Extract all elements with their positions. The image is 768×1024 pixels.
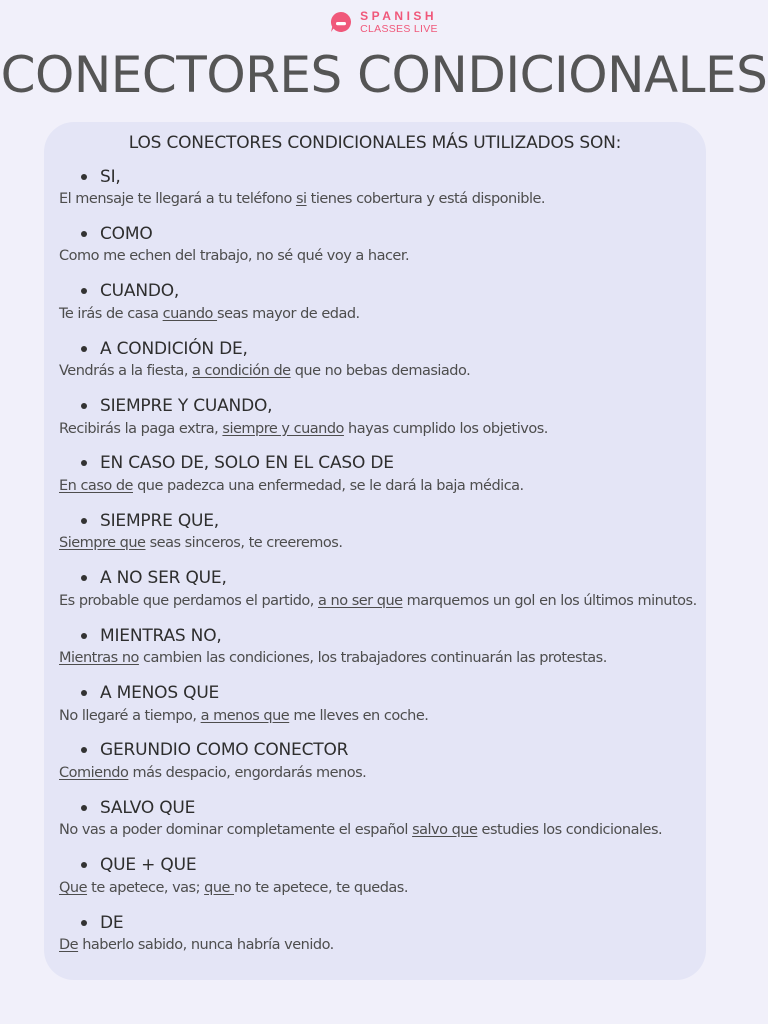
example-connector-highlight: si bbox=[295, 191, 307, 207]
bullet-icon bbox=[81, 346, 87, 352]
example-connector-highlight: a menos que bbox=[200, 707, 290, 724]
connector-term bbox=[59, 279, 704, 304]
example-text: seas sinceros, te creeremos. bbox=[145, 535, 343, 552]
connector-item bbox=[59, 853, 704, 910]
example-connector-highlight: que bbox=[204, 879, 235, 896]
connector-term-label: A CONDICIÓN DE, bbox=[100, 338, 248, 359]
connector-example bbox=[59, 535, 704, 551]
connector-term-label: A MENOS QUE bbox=[100, 683, 220, 704]
connector-list bbox=[59, 164, 704, 967]
example-connector-highlight: Comiendo bbox=[59, 764, 129, 781]
example-connector-highlight: a condición de bbox=[192, 363, 291, 380]
connector-term bbox=[59, 853, 704, 878]
connector-term bbox=[59, 451, 704, 476]
example-connector-highlight: salvo que bbox=[412, 822, 478, 839]
connector-example bbox=[59, 478, 704, 494]
example-text: El mensaje te llegará a tu teléfono bbox=[59, 191, 296, 207]
bullet-icon bbox=[81, 518, 87, 524]
bullet-icon bbox=[81, 403, 87, 409]
brand-name: SPANISH bbox=[360, 9, 438, 23]
bullet-icon bbox=[81, 575, 87, 581]
example-text: tienes cobertura y está disponible. bbox=[306, 191, 546, 207]
connector-item bbox=[59, 279, 704, 336]
connector-term bbox=[59, 508, 704, 533]
example-text: haberlo sabido, nunca habría venido. bbox=[78, 937, 334, 954]
example-connector-highlight: De bbox=[59, 937, 79, 954]
connector-item bbox=[59, 221, 704, 278]
connector-example bbox=[59, 191, 704, 207]
connector-term-label: GERUNDIO COMO CONECTOR bbox=[100, 740, 349, 761]
connector-term-label: SI, bbox=[100, 166, 121, 187]
connector-item bbox=[59, 738, 704, 795]
example-text: Recibirás la paga extra, bbox=[59, 420, 223, 437]
connector-term-label: QUE + QUE bbox=[100, 855, 197, 876]
example-text: cambien las condiciones, los trabajadores continuarán las protestas. bbox=[138, 650, 607, 667]
connector-term bbox=[59, 394, 704, 419]
bullet-icon bbox=[81, 460, 87, 466]
connector-term-label: MIENTRAS NO, bbox=[100, 625, 222, 646]
example-connector-highlight: siempre y cuando bbox=[222, 420, 344, 437]
connector-term-label: SIEMPRE Y CUANDO, bbox=[100, 396, 273, 417]
connector-term bbox=[59, 795, 704, 820]
connector-example bbox=[59, 708, 704, 724]
example-text: me lleves en coche. bbox=[289, 707, 429, 724]
connector-item bbox=[59, 795, 704, 852]
example-text: No vas a poder dominar completamente el español bbox=[59, 822, 413, 839]
connector-example bbox=[59, 248, 704, 264]
connector-item bbox=[59, 681, 704, 738]
bullet-icon bbox=[81, 862, 87, 868]
bullet-icon bbox=[81, 690, 87, 696]
connector-example bbox=[59, 650, 704, 666]
connector-example bbox=[59, 593, 704, 609]
example-text: más despacio, engordarás menos. bbox=[128, 764, 367, 781]
bullet-icon bbox=[81, 805, 87, 811]
connector-item bbox=[59, 164, 704, 221]
connector-term bbox=[59, 221, 704, 246]
example-connector-highlight: a no ser que bbox=[318, 592, 403, 609]
bullet-icon bbox=[81, 174, 87, 180]
example-connector-highlight: Siempre que bbox=[59, 535, 146, 552]
bullet-icon bbox=[81, 920, 87, 926]
example-text: Es probable que perdamos el partido, bbox=[59, 592, 319, 609]
connector-term-label: CUANDO, bbox=[100, 281, 180, 302]
example-connector-highlight: cuando bbox=[162, 305, 218, 322]
example-text: estudies los condicionales. bbox=[477, 822, 663, 839]
bullet-icon bbox=[81, 231, 87, 237]
example-text: que no bebas demasiado. bbox=[290, 363, 471, 380]
example-text: te apetece, vas; bbox=[87, 879, 205, 896]
example-connector-highlight: En caso de bbox=[59, 477, 133, 494]
connector-example bbox=[59, 765, 704, 781]
connector-term bbox=[59, 738, 704, 763]
connector-item bbox=[59, 451, 704, 508]
connector-term bbox=[59, 336, 704, 361]
example-text: que padezca una enfermedad, se le dará la baja médica. bbox=[132, 477, 524, 494]
brand-header bbox=[0, 10, 768, 35]
connector-term-label: A NO SER QUE, bbox=[100, 568, 227, 589]
example-text: seas mayor de edad. bbox=[217, 305, 360, 322]
connector-term-label: SIEMPRE QUE, bbox=[100, 510, 219, 531]
bullet-icon bbox=[81, 288, 87, 294]
connector-term bbox=[59, 164, 704, 189]
card-heading: LOS CONECTORES CONDICIONALES MÁS UTILIZADOS SON: bbox=[128, 133, 622, 153]
connector-item bbox=[59, 910, 704, 967]
connector-term bbox=[59, 566, 704, 591]
connector-example bbox=[59, 880, 704, 896]
brand-subtitle: CLASSES LIVE bbox=[360, 23, 438, 35]
example-text: No llegaré a tiempo, bbox=[59, 707, 201, 724]
connector-item bbox=[59, 394, 704, 451]
page-title: CONECTORES CONDICIONALES bbox=[0, 46, 768, 104]
connector-term bbox=[59, 910, 704, 935]
example-connector-highlight: Que bbox=[59, 879, 88, 896]
example-text: no te apetece, te quedas. bbox=[234, 879, 408, 896]
example-text: Vendrás a la fiesta, bbox=[59, 363, 193, 380]
connector-item bbox=[59, 508, 704, 565]
connector-example bbox=[59, 421, 704, 437]
connector-term-label: DE bbox=[100, 912, 124, 933]
connector-example bbox=[59, 822, 704, 838]
connector-item bbox=[59, 336, 704, 393]
connector-example bbox=[59, 306, 704, 322]
connector-item bbox=[59, 566, 704, 623]
connector-example bbox=[59, 937, 704, 953]
connector-term bbox=[59, 681, 704, 706]
brand-wordmark bbox=[360, 10, 438, 35]
example-text: Como me echen del trabajo, no sé qué voy a hacer. bbox=[59, 248, 410, 265]
example-text: hayas cumplido los objetivos. bbox=[343, 420, 548, 437]
bullet-icon bbox=[81, 747, 87, 753]
example-connector-highlight: Mientras no bbox=[59, 650, 139, 667]
connectors-card bbox=[44, 122, 706, 980]
connector-term bbox=[59, 623, 704, 648]
connector-example bbox=[59, 363, 704, 379]
connector-item bbox=[59, 623, 704, 680]
connector-term-label: COMO bbox=[100, 223, 153, 244]
bullet-icon bbox=[81, 633, 87, 639]
connector-term-label: EN CASO DE, SOLO EN EL CASO DE bbox=[100, 453, 394, 474]
example-text: marquemos un gol en los últimos minutos. bbox=[402, 592, 697, 609]
example-text: Te irás de casa bbox=[59, 305, 163, 322]
speech-bubble-logo-icon bbox=[330, 11, 352, 33]
connector-term-label: SALVO QUE bbox=[100, 797, 196, 818]
